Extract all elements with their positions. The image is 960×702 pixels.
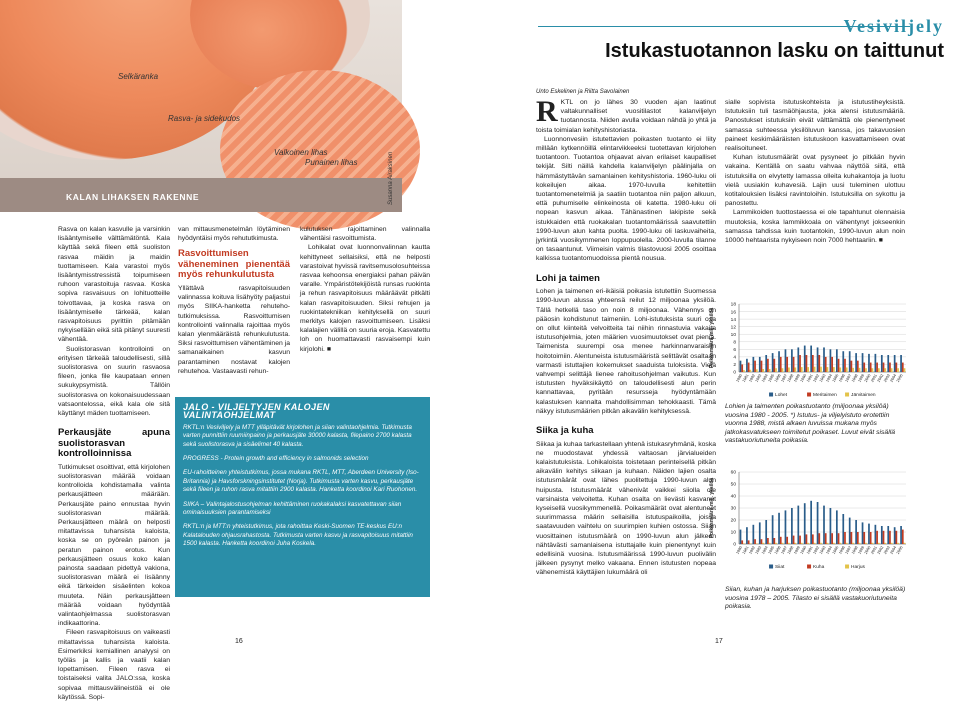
bar (820, 367, 822, 372)
bar (806, 355, 808, 372)
subheading: Lohi ja taimen (536, 272, 600, 284)
bar (844, 359, 846, 372)
x-tick-label: 2000 (863, 545, 872, 555)
x-tick-label: 1995 (831, 545, 840, 555)
bar (896, 531, 898, 544)
legend-swatch (845, 565, 849, 569)
x-tick-label: 1982 (748, 373, 756, 383)
bar (865, 368, 867, 372)
x-tick-label: 2004 (889, 373, 898, 383)
bar (876, 363, 878, 372)
bar (806, 534, 808, 544)
bar (752, 525, 754, 544)
bar (797, 347, 799, 372)
bar (902, 363, 904, 372)
x-tick-label: 1990 (799, 373, 808, 383)
paragraph: sialle sopivista istutuskohteista ja istutustiheyksistä. Istutuksiin tuli tasmäöhjausta, joka alensi istutusmääriä. Panostukset istutuksiin eivät välttämättä ole pienentyneet samassa suhteessa yksilöluvun kanssa, jos takavuosien paineet keskimääräisten istutuskoon kasvattamiseen ovat realisoituneet. (725, 99, 905, 153)
bar (846, 367, 848, 372)
paragraph: Yllättävä rasvapitoisuuden valinnassa koituva lisähyöty paljastui myös SIIKA-hanketta rehuteho-tutkimuksissa. Rasvoittumisen kontrollointi valinnalla rajoittaa myös kalan ylenmääräistä rehunkulutusta. Siksi rasvoittumisen vähentäminen ja samanaikainen kasvun parantaminen nostavat kalojen rehutehoa. Vastaavasti rehun- (178, 284, 290, 375)
bar (863, 363, 865, 372)
bar (801, 543, 803, 544)
bar (759, 522, 761, 544)
bar (775, 368, 777, 372)
legend-swatch (807, 393, 811, 397)
label-rasva: Rasva- ja sidekudos (168, 114, 241, 123)
bar (765, 355, 767, 372)
y-tick-label: 12 (730, 325, 736, 331)
bar (810, 501, 812, 544)
bar (786, 357, 788, 372)
bar (902, 530, 904, 544)
bar (878, 368, 880, 372)
bar (801, 367, 803, 372)
legend-label: Meritaimen (813, 393, 837, 398)
section-brand: Vesiviljely (843, 16, 944, 36)
paragraph: Siikaa ja kuhaa tarkastellaan yhtenä istukasryhmänä, koska ne muodostavat yhdessä valtaosan järvialueiden kalaistutuksista. Lohikaloista toistetaan perinteisellä pitkän aikavälin kehitys siikaan ja kuhaan. Näiden lajien osalta istutusmäärät ovat lähes puolitettuja 1990-luvun alun huipusta. Istutusmäärät vähenivät vaikkei siiolla ole varsinaista velvoitetta. Kuhan osalta on lievästi kasvanut kyseisellä vuosikymmenellä. Poikasmäärät ovat alentuneet suurimmassa määrin sellaisilla istutuspaikoilla, joissa saatavuuden vaihtelu on suurimpien kuhien ostossa. Siian vuosittainen istutusmäärä on 1990-luvun alun jälkeen nähtävästi samanlaisena istuttajalle kuin pienentynyt kuin edellisinä vuosina. Istutusmäärissä 1990-luvun puolivälin jälkeen pysynyt melko vakaana. Ennen istutusten nopeaa vähenemistä käyttäjien lukumäärä oli (536, 440, 716, 577)
y-tick-label: 16 (730, 310, 736, 316)
photo-credit: Susanna Airaksinen (388, 151, 394, 205)
y-tick-label: 10 (730, 332, 736, 338)
paragraph (536, 95, 716, 135)
bar (863, 532, 865, 544)
legend-label: Siiat (775, 565, 785, 570)
paragraph: kulutuksen rajoittaminen valinnalla vähentäisi rasvoittumista. (300, 226, 430, 243)
bar (804, 503, 806, 544)
bar (788, 367, 790, 372)
bar (883, 363, 885, 372)
x-tick-label: 2000 (863, 373, 872, 383)
paragraph-text: KTL on jo lähes 30 vuoden ajan laatinut valtakunnalliset vuositilastot kalanviljelyn tuotannosta. Niiden avulla voidaan nähdä jo yhtä ja toista toimialan kehityshistoriasta. (536, 99, 716, 134)
x-tick-label: 1984 (761, 545, 769, 555)
x-tick-label: 1992 (812, 373, 821, 383)
bar (812, 355, 814, 372)
paragraph: Luonnonvesiin istutettavien poikasten tuotanto ei liity millään kytkennöillä elintarvikkeeksi tuotettavan kirjolohen tuotantoon. Tuotantoa ohjaavat aivan erilaiset kaupalliset tekijät. Silti näillä kahdella kalanviljelyn päälinjalla on hämmästyttävän samanlainen kehityshistoria. 1960-luku oli kokeilujen aikaa. 1970-luvulla kehitettiin tuotantomenetelmiä ja saatiin tuotantoa niin paljon alkuun, että puhumiselle elinkeinosta oli katetta. 1980-luku oli nopean kasvun aikaa. Tähänastinen lakipiste sekä istukkaiden että ruokakalan tuotantomäärissä saavutettiin 1990-luvun alun kahta puolta. 1990-luku oli laskuvaiheita, jyrkintä vuosikymmenen loppupuolella. 2000-luvulla tilanne on tasaantunut. Viimeisin valmis tilastovuosi 2005 osoittaa kalkissa tuotantomuodoissa pientä nousua. (536, 135, 716, 263)
bar (894, 527, 896, 544)
legend-swatch (769, 393, 773, 397)
bar (807, 543, 809, 544)
y-tick-label: 10 (730, 530, 736, 536)
x-tick-label: 1995 (831, 373, 840, 383)
bar (804, 346, 806, 372)
paragraph: Tutkimukset osoittivat, että kirjolohen suolistorasvan määrää voidaan kontrolloida kohdistamalla valinta perkausjätteen määrään. Perkausjäte paino ennustaa hyvin suolistorasvan määrää. Perkausjätteen määrä on helposti mitattavissa tuhansista kaloista, koska se on pyöreän painon ja peratun painon erotus. Kun perkausjätteen osuus koko kalan painosta saadaan pidettyä vakiona, suolistorasvan määrä ei lisäänny eikä tärkeiden sisäelinten kokoa muuteta. Näin perkausjätteen määrää voidaan hyödyntää valintaohjelmassa suolistorasvan indikaattorina. (58, 463, 170, 628)
bar (743, 543, 745, 544)
y-axis-label: Poikasmäärä milj. yksilöä (709, 477, 715, 539)
x-tick-label: 1983 (754, 373, 763, 383)
x-tick-label: 1994 (825, 373, 834, 383)
x-tick-label: 1988 (786, 373, 795, 383)
legend-swatch (845, 393, 849, 397)
bar (773, 359, 775, 372)
bar (862, 522, 864, 544)
x-tick-label: 1985 (767, 373, 776, 383)
x-tick-label: 1991 (806, 545, 814, 555)
x-tick-label: 1980 (735, 373, 744, 383)
bar (859, 368, 861, 372)
paragraph: Rasva on kalan kasvulle ja varsinkin lisääntymiselle välttämätöntä. Kala käyttää sekä fileen että suoliston rasvaa mäidin ja maidin tuottamiseen. Kala varastoi myös lisääntymisstressistä toipumiseen ruhoon varastoituja rasvaa. Koska sopiva rasvaisuus on lohituotteille toivottavaa, ja koska rasva on lisääntymiselle tärkeää, kalan rasvapitoisuus pyrittiin pitämään nykyisellään eikä sitä pitänyt suuresti vähentää. (58, 226, 170, 344)
bar (897, 368, 899, 372)
bar (881, 526, 883, 544)
x-tick-label: 1980 (735, 545, 744, 555)
x-tick-label: 2003 (883, 545, 891, 555)
bar (767, 538, 769, 544)
x-tick-label: 1989 (793, 545, 801, 555)
info-box-text: SIIKA – Valintajalostusohjelman kehittäminen ruokakalaksi kasvatettavan siian ominaisuuksien parantamiseksi (183, 500, 402, 517)
bar (769, 369, 771, 372)
bar (807, 367, 809, 372)
x-tick-label: 2003 (883, 373, 891, 383)
bar (754, 539, 756, 544)
legend-label: Järvitaimen (851, 393, 876, 398)
bar (870, 363, 872, 372)
dropcap: R (536, 95, 558, 128)
bar (794, 367, 796, 372)
bar (791, 508, 793, 544)
bar (825, 357, 827, 372)
bar (875, 354, 877, 372)
x-tick-label: 1983 (754, 545, 763, 555)
y-tick-label: 20 (730, 518, 736, 524)
bar (868, 354, 870, 372)
label-valkoinen: Valkoinen lihas (274, 148, 328, 157)
article-title: Istukastuotannon lasku on taittunut (605, 40, 944, 62)
legend-label: Lohet (775, 393, 788, 398)
bar (894, 355, 896, 372)
x-tick-label: 1993 (818, 373, 827, 383)
y-tick-label: 14 (730, 317, 736, 323)
bar (904, 543, 906, 544)
page-number: 17 (715, 638, 723, 645)
bar (773, 538, 775, 544)
y-tick-label: 0 (733, 542, 736, 548)
bar (889, 363, 891, 372)
x-tick-label: 1990 (799, 545, 808, 555)
bar (794, 543, 796, 544)
x-tick-label: 1991 (806, 373, 814, 383)
paragraph: Fileen rasvapitoisuus on vaikeasti mitattavissa tuhansista kaloista. Esimerkiksi kemiallinen analyysi on työläs ja kallis ja vaatii kalan lopettamisen. Fileen rasva ei toistaiseksi valita JALO:ssa, koska sopivaa mittausvälineistöä ei ole käytössä. Sopi- (58, 629, 170, 701)
authors: Unto Eskelinen ja Riitta Savolainen (536, 89, 630, 95)
bar (849, 351, 851, 372)
y-tick-label: 4 (733, 355, 736, 361)
bar (838, 359, 840, 372)
y-tick-label: 2 (733, 363, 736, 369)
bar (831, 357, 833, 372)
bar (761, 361, 763, 372)
bar (881, 355, 883, 372)
bar (862, 353, 864, 372)
bar (900, 526, 902, 544)
photo-title: KALAN LIHAKSEN RAKENNE (66, 192, 200, 202)
info-box-text: RKTL:n Vesiviljely ja MTT ylläpitävät kirjolohen ja siian valintaohjelmia. Tutkimusta varten punnittiin ruumiinpaino ja perkausjäte 30000 kalasta, filepaino 2700 kalasta sekä suolistorasva ja sisäelimet 40 kalasta. (183, 423, 412, 448)
right-column-1 (536, 95, 716, 578)
bar (831, 533, 833, 544)
x-tick-label: 1992 (812, 545, 821, 555)
bar (785, 349, 787, 372)
bar (842, 514, 844, 544)
x-tick-label: 1985 (767, 545, 776, 555)
x-tick-label: 1997 (844, 373, 853, 383)
bar (889, 531, 891, 544)
bar (778, 351, 780, 372)
x-tick-label: 1999 (857, 373, 866, 383)
x-tick-label: 1994 (825, 545, 834, 555)
bar (749, 543, 751, 544)
x-tick-label: 1987 (780, 545, 789, 555)
x-tick-label: 1987 (780, 373, 789, 383)
right-column-2 (725, 98, 905, 245)
bar (878, 543, 880, 544)
y-tick-label: 6 (733, 348, 736, 354)
chart-1-svg (705, 300, 910, 400)
bar (887, 526, 889, 544)
info-box-title: JALO - VILJELTYJEN KALOJEN VALINTAOHJELMAT (183, 402, 330, 421)
bar (814, 543, 816, 544)
bar (839, 543, 841, 544)
bar (817, 347, 819, 372)
bar (846, 543, 848, 544)
bar (817, 502, 819, 544)
bar (872, 368, 874, 372)
bar (749, 370, 751, 372)
bar (793, 536, 795, 544)
bar (741, 364, 743, 372)
bar (836, 510, 838, 544)
subheading: Siika ja kuha (536, 425, 594, 436)
legend-label: Kuha (813, 565, 825, 570)
bar (836, 349, 838, 372)
paragraph: Lohikalat ovat luonnonvalinnan kautta kehittyneet sellaisiksi, että ne helposti varastoivat hyvissä ravitsemusolosuhteissa rasvaa kehoonsa energiaksi pahan päivän varalle. Ympäristötekijöistä runsas ruokinta ja rehun rasvapitoisuus määräävät pitkälti kalan rasvapitoisuuden. Siksi rehujen ja ruokintatekniikan kehityksellä on suuri merkitys kalojen rasvoittumiseen. Lisäksi kalalajien välillä on suuria eroja. Kasvatettu loh on huomattavasti rasvaisempi kuin kirjolohi. ■ (300, 244, 430, 353)
y-axis-label: Poikasmäärä milj. yksilöä (709, 307, 715, 369)
bar (780, 537, 782, 544)
x-tick-label: 1996 (838, 545, 846, 555)
x-tick-label: 2005 (895, 373, 904, 383)
paragraph: Lohen ja taimenen eri-ikäisiä poikasia istutettiin Suomessa 1990-luvun alussa yhteensä reilut 12 miljoonaa yksilöä. Tällä hetkellä taso on noin 8 miljoonaa. Vähennys on pääosin kohdistunut taimeniin. Lohi-istutuksista suuri osa on ollut kiinteitä velvoitteita tai niihin rinnastuvia vakaita istutusohjelmia, joten määrien vuosimuutokset ovat pieniä. Taimenista suurempi osa menee harkinnanvaraisiin hoitotoimiin. Alentuneista istutusmääristä selittävät osaltaan varmasti istuttajien kokemukset saaduista tuloksista. Vielä vahvempi selittäjä lienee rahoitusohjelman vaikutus. Kun istutusten hyväksikäyttö on taloudellisesti alun perin kannattavaa, pyritään resursseja hyödyntämään kalastuksen kannalta mahdollisimman tehokkaasti. Tämä näkyy istutusmäärien pitkän aikavälin kehityksessä. (536, 288, 716, 415)
bar (823, 347, 825, 372)
paragraph: Lammikoiden tuottostaessa ei ole tapahtunut olennaisia muutoksia, koska lammikkoala on vähentynyt jokseenkin samassa tahdissa kuin tuotantokin, 1990-luvun alun noin 10000 hehtaarista nykyiseen noin 7000 hehtaariin. ■ (725, 209, 905, 245)
bar (839, 367, 841, 372)
bar (844, 532, 846, 544)
info-box-text: PROGRESS - Protein growth and efficiency in salmonids selection (183, 455, 369, 463)
bar (788, 543, 790, 544)
label-punainen: Punainen lihas (305, 158, 358, 167)
bar (782, 543, 784, 544)
bar (883, 531, 885, 544)
bar (782, 368, 784, 372)
bar (825, 533, 827, 544)
y-tick-label: 50 (730, 482, 736, 488)
bar (891, 543, 893, 544)
bar (852, 368, 854, 372)
info-box-text: EU-rahoitteinen yhteistutkimus, jossa mukana RKTL, MTT, Aberdeen University (Iso-Britannia) ja Havsforskningsinstitutet (Norja). Tutkimusta varten kasvu, perkausjäte sekä fileen ja ruhon rasva mitattiin 2900 kalasta. Hanketta koordinoi Kari Ruohonen. (183, 469, 419, 494)
left-page (0, 0, 480, 701)
bar (857, 532, 859, 544)
bar (793, 357, 795, 372)
bar (740, 530, 742, 544)
bar (812, 534, 814, 544)
bar (827, 367, 829, 372)
bar (740, 361, 742, 372)
bar (852, 543, 854, 544)
subheading: Perkausjäte apuna suolistorasvan kontrolloinnissa (58, 427, 170, 460)
bar (772, 353, 774, 372)
bar (769, 543, 771, 544)
x-tick-label: 1981 (741, 373, 750, 383)
y-tick-label: 8 (733, 340, 736, 346)
chart-2-caption: Siian, kuhan ja harjuksen poikastuotanto (miljoonaa yksilöä) vuosina 1978 – 2005. Tilasto ei sisällä vastakuoriutuneita poikasia. (725, 586, 906, 611)
bar (775, 543, 777, 544)
bar (896, 363, 898, 372)
x-tick-label: 1986 (773, 373, 782, 383)
chart-2-svg (705, 468, 910, 572)
legend-swatch (769, 565, 773, 569)
chart-1-caption: Lohien ja taimenten poikastuotanto (miljoonaa yksilöä) vuosina 1980 - 2005. *) Istutus- ja viljelyistuto erotettiin vuonna 1988, mistä alkaen luvuissa mukana myös jatkokasvatukseen toimitetut poikaset. Luvut eivät sisällä vastakuoriutuneita poikasia. (725, 403, 896, 445)
x-tick-label: 2005 (895, 545, 904, 555)
bar (838, 533, 840, 544)
bar (754, 361, 756, 372)
legend-swatch (807, 565, 811, 569)
x-tick-label: 2002 (876, 373, 885, 383)
x-tick-label: 1988 (786, 545, 795, 555)
x-tick-label: 1997 (844, 545, 853, 555)
bar (857, 361, 859, 372)
y-tick-label: 0 (733, 370, 736, 376)
x-tick-label: 1984 (761, 373, 769, 383)
bar (823, 506, 825, 544)
y-tick-label: 30 (730, 506, 736, 512)
left-column-2 (178, 225, 290, 376)
bar (818, 355, 820, 372)
left-column-3 (300, 225, 430, 354)
bar (748, 540, 750, 544)
bar (900, 355, 902, 372)
bar (855, 520, 857, 544)
bar (759, 357, 761, 372)
bar (767, 359, 769, 372)
bar (891, 368, 893, 372)
bar (851, 532, 853, 544)
bar (842, 351, 844, 372)
bar (904, 368, 906, 372)
bar (741, 540, 743, 544)
bar (752, 357, 754, 372)
x-tick-label: 1986 (773, 545, 782, 555)
bar (851, 361, 853, 372)
photo-title-band (0, 178, 402, 212)
chart-whitefish-pikeperch (705, 468, 910, 572)
bar (884, 543, 886, 544)
bar (799, 536, 801, 544)
bar (797, 506, 799, 544)
x-tick-label: 1998 (851, 545, 859, 555)
x-tick-label: 1996 (838, 373, 846, 383)
bar (830, 349, 832, 372)
bar (849, 518, 851, 544)
bar (778, 513, 780, 544)
bar (827, 543, 829, 544)
bar (746, 527, 748, 544)
bar (799, 355, 801, 372)
y-tick-label: 18 (730, 302, 736, 308)
bar (743, 370, 745, 372)
bar (868, 524, 870, 544)
y-tick-label: 40 (730, 494, 736, 500)
bar (830, 508, 832, 544)
bar (772, 515, 774, 544)
right-page (480, 0, 960, 648)
x-tick-label: 1982 (748, 545, 756, 555)
bar (810, 346, 812, 372)
legend-label: Harjus (851, 565, 865, 570)
subheading: Rasvoittumisen väheneminen pienentää myös rehunkulutusta (178, 248, 290, 281)
bar (875, 525, 877, 544)
x-tick-label: 1981 (741, 545, 750, 555)
bar (762, 543, 764, 544)
bar (897, 543, 899, 544)
x-tick-label: 2004 (889, 545, 898, 555)
bar (833, 543, 835, 544)
x-tick-label: 1989 (793, 373, 801, 383)
info-box-text: RKTL:n ja MTT:n yhteistutkimus, jota rahoittaa Keski-Suomen TE-keskus EU:n Kalatalouden ohjausrahastosta. Tutkimusta varten kasvu ja rasvapitoisuus mitattiin 1500 kalasta. Hanketta koordinoi Juha Koskela. (183, 523, 413, 548)
bar (876, 531, 878, 544)
x-tick-label: 1998 (851, 373, 859, 383)
left-column-1 (58, 225, 170, 702)
bar (791, 349, 793, 372)
bar (780, 357, 782, 372)
bar (785, 510, 787, 544)
x-tick-label: 2001 (870, 373, 878, 383)
bar (786, 537, 788, 544)
bar (870, 532, 872, 544)
page-number: 16 (235, 638, 243, 645)
bar (814, 367, 816, 372)
bar (859, 543, 861, 544)
paragraph: Kuhan istutusmäärät ovat pysyneet jo pitkään hyvin vakaina. Kentällä on saatu vahvaa näyttöä siitä, että istutuksilla on elvytetty lamassa olleita kuhakantoja ja luotu vielä uusiakin kuhavesiä. Lajin uusi tuleminen ulottuu kotitalouksien lisäksi ravintoloihin. Istutuksilla on sykottu ja panostettu. (725, 154, 905, 208)
bar (833, 367, 835, 372)
bar (818, 533, 820, 544)
bar (748, 363, 750, 372)
bar (887, 355, 889, 372)
y-tick-label: 60 (730, 470, 736, 476)
x-tick-label: 2001 (870, 545, 878, 555)
bar (756, 369, 758, 372)
bar (761, 539, 763, 544)
paragraph: Suolistorasvan kontrollointi on erityisen tärkeää taloudellisesti, sillä suolistorasva on suurin rasvaosa fileen, jonka file kaupataan ennen sukukypsymistä. Tällöin suolistorasva on kokonaisuudessaan vatsaontelossa, eikä kala ole sitä käyttänyt mäden tuottamiseen. (58, 345, 170, 418)
chart-salmon-trout (705, 300, 910, 400)
x-tick-label: 2002 (876, 545, 885, 555)
bar (765, 520, 767, 544)
bar (865, 543, 867, 544)
x-tick-label: 1993 (818, 545, 827, 555)
bar (762, 369, 764, 372)
fish-muscle-photo (0, 0, 402, 212)
paragraph: van mittausmenetelmän löytäminen hyödyntäisi myös rehututkimusta. (178, 226, 290, 243)
bar (746, 359, 748, 372)
bar (756, 543, 758, 544)
info-box (175, 397, 430, 597)
bar (855, 353, 857, 372)
label-selkaranka: Selkäranka (118, 72, 159, 81)
bar (820, 543, 822, 544)
bar (884, 368, 886, 372)
x-tick-label: 1999 (857, 545, 866, 555)
bar (872, 543, 874, 544)
